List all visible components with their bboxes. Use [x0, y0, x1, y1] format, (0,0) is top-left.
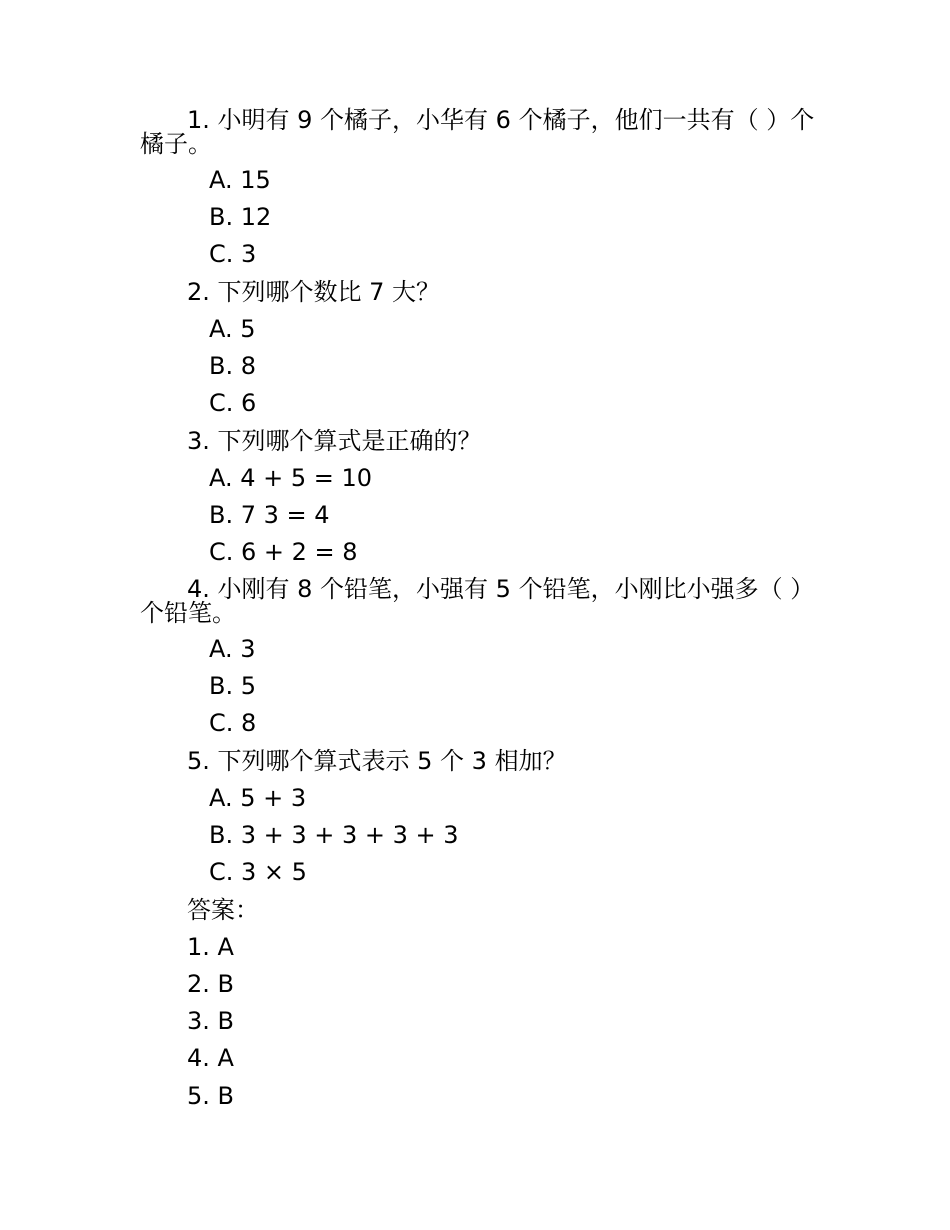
question-2-option-a: A. 5: [209, 315, 256, 343]
question-2-stem: 2. 下列哪个数比 7 大？: [187, 278, 441, 306]
answer-item-5: 5. B: [187, 1082, 234, 1110]
answer-item-2: 2. B: [187, 970, 234, 998]
question-2-option-c: C. 6: [209, 389, 257, 417]
question-5-option-a: A. 5 + 3: [209, 784, 307, 812]
question-5-stem: 5. 下列哪个算式表示 5 个 3 相加？: [187, 747, 567, 775]
question-4-option-b: B. 5: [209, 672, 256, 700]
question-1-option-a: A. 15: [209, 166, 271, 194]
question-1-option-c: C. 3: [209, 240, 257, 268]
answers-heading: 答案：: [187, 896, 259, 924]
answer-item-4: 4. A: [187, 1044, 234, 1072]
question-3-option-a: A. 4 + 5 = 10: [209, 464, 373, 492]
answer-item-3: 3. B: [187, 1007, 234, 1035]
question-3-option-c: C. 6 + 2 = 8: [209, 538, 358, 566]
question-4-option-a: A. 3: [209, 635, 256, 663]
answer-item-1: 1. A: [187, 933, 234, 961]
question-5-option-b: B. 3 + 3 + 3 + 3 + 3: [209, 821, 459, 849]
question-3-option-b: B. 7 3 = 4: [209, 501, 330, 529]
question-4-stem: 4. 小刚有 8 个铅笔，小强有 5 个铅笔，小刚比小强多（ ）个铅笔。: [140, 575, 815, 627]
question-2-option-b: B. 8: [209, 352, 256, 380]
question-4-option-c: C. 8: [209, 709, 257, 737]
question-1-stem: 1. 小明有 9 个橘子，小华有 6 个橘子，他们一共有（ ）个橘子。: [140, 106, 815, 158]
question-1-option-b: B. 12: [209, 203, 272, 231]
question-3-stem: 3. 下列哪个算式是正确的？: [187, 427, 482, 455]
question-5-option-c: C. 3 × 5: [209, 858, 307, 886]
